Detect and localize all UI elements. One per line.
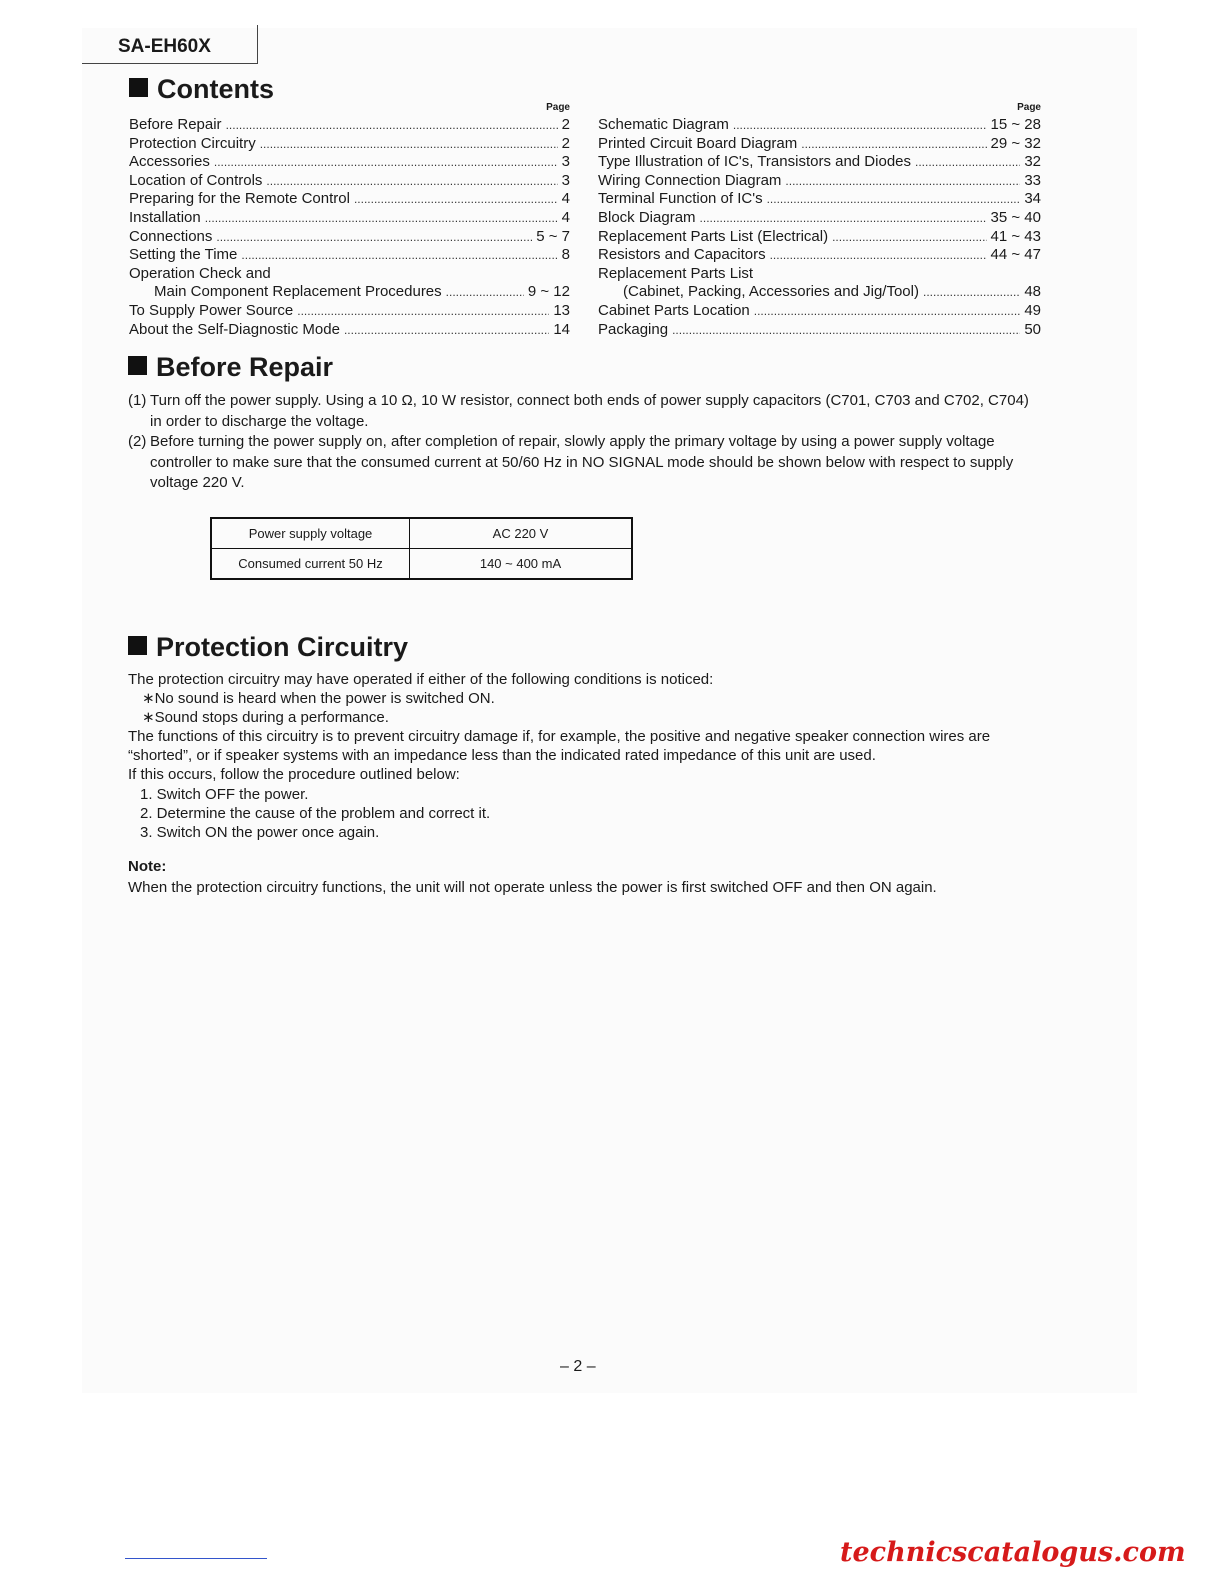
contents-title: Contents — [157, 74, 274, 104]
power-spec-table — [210, 517, 633, 580]
model-number: SA-EH60X — [118, 36, 211, 57]
protection-heading — [128, 634, 408, 661]
toc-entry[interactable]: Main Component Replacement Procedures ..... 9 ~ 12 — [129, 283, 570, 302]
table-row — [211, 518, 632, 549]
table-cell: Power supply voltage — [211, 518, 410, 549]
before-repair-heading — [128, 354, 333, 381]
table-cell: AC 220 V — [410, 518, 633, 549]
toc-entry[interactable]: Preparing for the Remote Control ..... 4 — [129, 190, 570, 209]
link-underline — [125, 1558, 267, 1559]
toc-entry[interactable]: Replacement Parts List — [598, 264, 754, 282]
table-cell: 140 ~ 400 mA — [410, 549, 633, 580]
square-bullet-icon — [128, 356, 147, 375]
toc-left-column — [129, 99, 570, 339]
protection-if-occurs: If this occurs, follow the procedure outlined below: — [128, 766, 460, 784]
before-repair-item: (1) Turn off the power supply. Using a 10 Ω, 10 W resistor, connect both ends of power supply capacitors (C701, C703 and C702, C704) in order to discharge the voltage. — [128, 392, 1029, 430]
note-label: Note: — [128, 858, 167, 875]
note-text: When the protection circuitry functions, the unit will not operate unless the power is first switched OFF and then ON again. — [128, 879, 937, 896]
protection-intro: The protection circuitry may have operated if either of the following conditions is noticed: — [128, 671, 714, 688]
toc-entry[interactable]: Protection Circuitry ..... 2 — [129, 135, 570, 154]
before-repair-title: Before Repair — [156, 352, 334, 382]
condition-item: ∗Sound stops during a performance. — [142, 709, 389, 727]
toc-entry[interactable]: About the Self-Diagnostic Mode ..... 14 — [129, 321, 570, 340]
toc-entry[interactable]: Replacement Parts List (Electrical) ..... 41 ~ 43 — [598, 228, 1041, 247]
toc-entry[interactable]: Accessories ..... 3 — [129, 153, 570, 172]
protection-function: The functions of this circuitry is to prevent circuitry damage if, for example, the positive and negative speaker connection wires are “shorted”, or if speaker systems with an impedance less than the indicated rated impedance of this unit are used. — [128, 728, 991, 765]
toc-entry[interactable]: (Cabinet, Packing, Accessories and Jig/Tool) ..... 48 — [598, 283, 1041, 302]
toc-entry[interactable]: Before Repair ..... 2 — [129, 116, 570, 135]
square-bullet-icon — [128, 636, 147, 655]
header-rule — [82, 63, 258, 64]
before-repair-item: (2) Before turning the power supply on, after completion of repair, slowly apply the primary voltage by using a power supply voltage controller to make sure that the consumed current at 50/60 Hz in NO SIGNAL mode should be shown below with respect to supply voltage 220 V. — [128, 433, 1014, 491]
toc-right-column — [598, 99, 1041, 339]
toc-entry[interactable]: Location of Controls ..... 3 — [129, 172, 570, 191]
procedure-step: 2. Determine the cause of the problem and correct it. — [140, 804, 491, 822]
toc-entry[interactable]: Block Diagram ..... 35 ~ 40 — [598, 209, 1041, 228]
condition-item: ∗No sound is heard when the power is switched ON. — [142, 690, 495, 708]
protection-body — [128, 670, 1048, 842]
table-cell: Consumed current 50 Hz — [211, 549, 410, 580]
toc-entry[interactable]: Resistors and Capacitors ..... 44 ~ 47 — [598, 246, 1041, 265]
header-divider — [257, 25, 258, 64]
procedure-step: 1. Switch OFF the power. — [140, 785, 309, 803]
toc-entry[interactable]: Packaging ..... 50 — [598, 321, 1041, 340]
toc-entry[interactable]: Operation Check and — [129, 264, 271, 282]
table-row — [211, 549, 632, 580]
toc-entry[interactable]: Wiring Connection Diagram ..... 33 — [598, 172, 1041, 191]
protection-title: Protection Circuitry — [156, 632, 409, 662]
procedure-step: 3. Switch ON the power once again. — [140, 823, 380, 841]
toc-entry[interactable]: Schematic Diagram ..... 15 ~ 28 — [598, 116, 1041, 135]
toc-entry[interactable]: Setting the Time ..... 8 — [129, 246, 570, 265]
square-bullet-icon — [129, 78, 148, 97]
toc-page-label: Page — [546, 102, 570, 113]
toc-entry[interactable]: Terminal Function of IC's ..... 34 — [598, 190, 1041, 209]
toc-entry[interactable]: Installation ..... 4 — [129, 209, 570, 228]
toc-page-label: Page — [1017, 102, 1041, 113]
before-repair-steps — [128, 391, 1044, 494]
toc-entry[interactable]: Connections ..... 5 ~ 7 — [129, 228, 570, 247]
watermark-link[interactable]: technicscatalogus.com — [840, 1537, 1186, 1568]
toc-entry[interactable]: Type Illustration of IC's, Transistors and Diodes ..... 32 — [598, 153, 1041, 172]
page-number: – 2 – — [560, 1358, 596, 1375]
toc-entry[interactable]: To Supply Power Source ..... 13 — [129, 302, 570, 321]
toc-entry[interactable]: Cabinet Parts Location ..... 49 — [598, 302, 1041, 321]
toc-entry[interactable]: Printed Circuit Board Diagram ..... 29 ~ 32 — [598, 135, 1041, 154]
